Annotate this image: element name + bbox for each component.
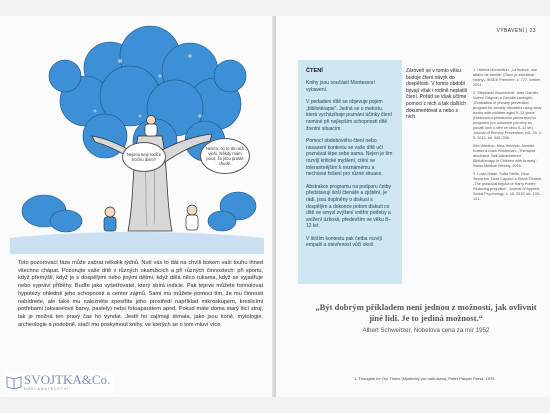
reading-sidebar-box: [298, 60, 402, 284]
right-page: [276, 16, 550, 397]
footnote: 1. Héléna Montmillon, „La lecture, une affaire de famille“ (Čtení je záležitost rodiny), INSEE Première, č. 777, květen 2001.: [473, 68, 541, 87]
box-paragraph: V širším kontextu pak četba rozvíjí empatii a otevřenost vůči okolí.: [306, 235, 383, 249]
footnote: 2. Stéphanie Bourchardt, Jean Garnier, Noémi Gagnon a Claudia Lavingier, „Evaluation of primary prevention program for anxiety disorders using story books with children aged 9–12 years“ (Hodnocení primárního preventivního programu pro úzkostné poruchy za použití knih u dětí ve věku 9–12 let), Journal of Primary Prevention, roč. 34, č. 5, 2013, str. 345–358.: [473, 91, 542, 140]
speech-bubble-right: Nevím, co to do nich vjelo. Někdy mám pocit, že jsou prostě chudé.: [200, 138, 250, 174]
publisher-watermark-logo: [4, 371, 114, 395]
box-paragraph: Abstrakce programu na podporu četby představují širší čtenáře a zjištění, je rádi, jsou doplněny o diskusi s dospělým a dokonce potom diskuti co dítě ve smysl zvýšení vnitřní potřeby a snížení úzkosti, především ve věku 8–12 let.: [306, 183, 392, 230]
middle-column-text: Zároveň se v tomto věku budoje čtení návyk do dospělosti. V tomto období bývají však i rodině neplatili čtení. Pořád se však učíme pomoci z nich a tak dalších dokumentovat a nebo s nich.: [406, 68, 467, 121]
bottom-footnote: 1. Thoughts for Our Times (Myšlenky pro naši dobu), Peter Pauper Press, 1975.: [354, 376, 496, 381]
footnotes-column: [473, 68, 543, 205]
speech-bubble-left: Nejsou tvoji rodiče trochu divní?: [122, 142, 166, 172]
footnote: 3. Lovie Natali, Scilla Stella, Dina Sincerino, Dora Capano a Elena Triolaro, „The prosocial impact of Harry Potter: Reducing prejudice“, Journal of Applied Social Psychology, č. 45, 2015, str. 105–121.: [473, 172, 543, 201]
left-body-text: Toto pozorovací fáze může zabrat několik týdnů. Nutí vás to dát na chvíli bokem vaši touhu ihned všechno chápat. Pozorujte vaše dítě v různých okamžicích a při různých činnostech: při sportu, když přemýšlí, když je s dospělými nebo jinými dětmi, když dělá něco rukama, když se vyjadřuje nebo vypráví příběhy. Buďte jako vyšetřovatel, který sbírá indicie. Pak teprve můžete formulovat hypotézy ohledně jeho schopností a center zájmů. Sami mu můžete pomoci tím, že mu činnosti nabídnete, ale také mu nalezněte zpestřite jeho prostředí například mikroskupem, kreslicími potřebami (akvarelové barvy, pastely) nebo fotoaparátem apod. Pokud máte doma starý šicí stroj, tak je možná ten pravý čas ho vyndat. Jestli ho zajímají témata, jako jsou koně, mytologie, archeologie a podobně, stačí mu poskytnout knihy, ve kterých se o tom mluví více.: [18, 260, 263, 328]
logo-subtitle: NAKLADATELSTVÍ: [24, 387, 70, 391]
running-head: VYBAVENÍ | 23: [496, 28, 536, 34]
pull-quote: „Být dobrým příkladem není jednou z možností, jak ovlivnit jiné lidi. Je to jediná možnost.“: [315, 302, 537, 323]
quote-attribution: Albert Schweitzer, Nobelova cena za mír 1952: [362, 327, 490, 334]
logo-name: SVOJTKA&Co.: [24, 372, 111, 387]
book-logo-icon: [6, 374, 22, 390]
footnote: Kim Waldrop, Nina Heinrich, Annette Kutner a Mark Pinkleman, „Therapist disclosed, Self-Administered Bibliotherapy in Children with Anxiety“, Swiss Medical Weekly, 2018.: [473, 144, 538, 168]
left-page: [0, 16, 274, 397]
box-title: ČTENÍ: [306, 68, 323, 74]
box-paragraph: Knihy jsou součástí Montessori vybavení.: [306, 80, 375, 93]
box-paragraph: V pedadeni dítě se objevuje pojem „bibliotérapie“. Jedná se o metodu, která vycházíhaje poznání účinky čtení nominé při nejlepším schopnosti dítě životní situacím.: [306, 99, 392, 132]
box-paragraph: Pomocí obdobového čtení nebo nasazení kontextu se vaše dítě učí poznávat lépe sebe sama. Nejen je tím rozvíjí kritické myšlení, ctění se tolerantnějším k neznámému a nechávat řešení pro různé situace.: [306, 138, 393, 178]
